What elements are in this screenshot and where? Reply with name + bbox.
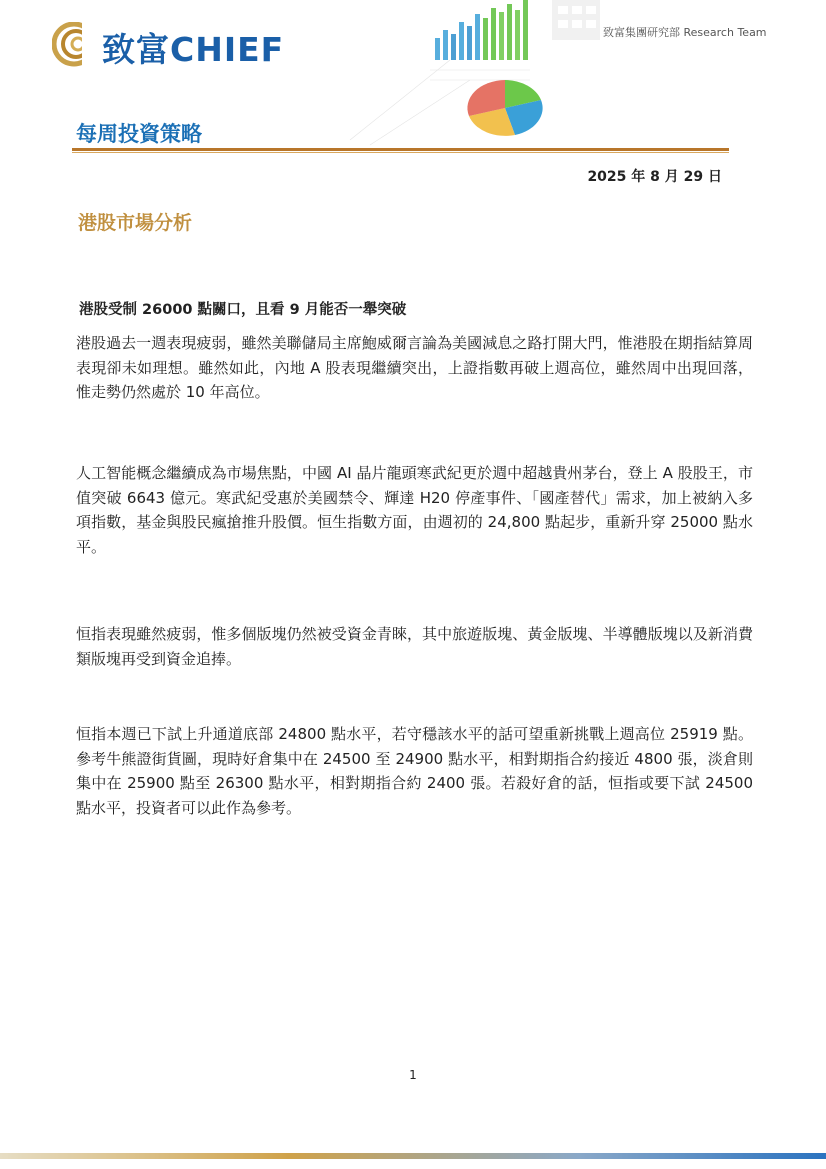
company-logo (52, 22, 322, 68)
title-divider (72, 148, 729, 151)
logo-swirl-icon (52, 22, 100, 68)
paragraph: 人工智能概念繼續成為市場焦點，中國 AI 晶片龍頭寒武紀更於週中超越貴州茅台，登上 A 股股王，市值突破 6643 億元。寒武紀受惠於美國禁令、輝達 H20 停產事件、「國產替代」需求，加上被納入多項指數，基金與股民瘋搶推升股價。恒生指數方面，由週初的 24,800 點起步，重新升穿 25000 點水平。 (76, 464, 753, 556)
section-title: 港股市場分析 (78, 212, 193, 234)
report-date: 2025 年 8 月 29 日 (587, 169, 722, 185)
paragraph: 港股過去一週表現疲弱，雖然美聯儲局主席鮑威爾言論為美國減息之路打開大門，惟港股在期指結算周表現卻未如理想。雖然如此，內地 A 股表現繼續突出，上證指數再破上週高位，雖然周中出現回落，惟走勢仍然處於 10 年高位。 (76, 334, 753, 401)
title-divider-thin (72, 152, 729, 153)
article-headline: 港股受制 26000 點關口，且看 9 月能否一舉突破 (79, 302, 407, 318)
research-team-label: 致富集團研究部 Research Team (603, 26, 767, 39)
footer-bar (0, 1153, 826, 1159)
page-number: 1 (409, 1068, 417, 1082)
page-title: 每周投資策略 (76, 122, 202, 146)
paragraph: 恒指本週已下試上升通道底部 24800 點水平，若守穩該水平的話可望重新挑戰上週高位 25919 點。參考牛熊證街貨圖，現時好倉集中在 24500 至 24900 點水平，相對期指合約接近 4800 張，淡倉則集中在 25900 點至 26300 點水平，相對期指合約 2400 張。若殺好倉的話，恒指或要下試 24500 點水平，投資者可以此作為參考。 (76, 725, 753, 817)
decorative-chart-graphic (330, 0, 600, 150)
paragraph: 恒指表現雖然疲弱，惟多個版塊仍然被受資金青睞，其中旅遊版塊、黃金版塊、半導體版塊以及新消費類版塊再受到資金追捧。 (76, 625, 753, 668)
logo-wordmark: 致富CHIEF (102, 30, 285, 69)
